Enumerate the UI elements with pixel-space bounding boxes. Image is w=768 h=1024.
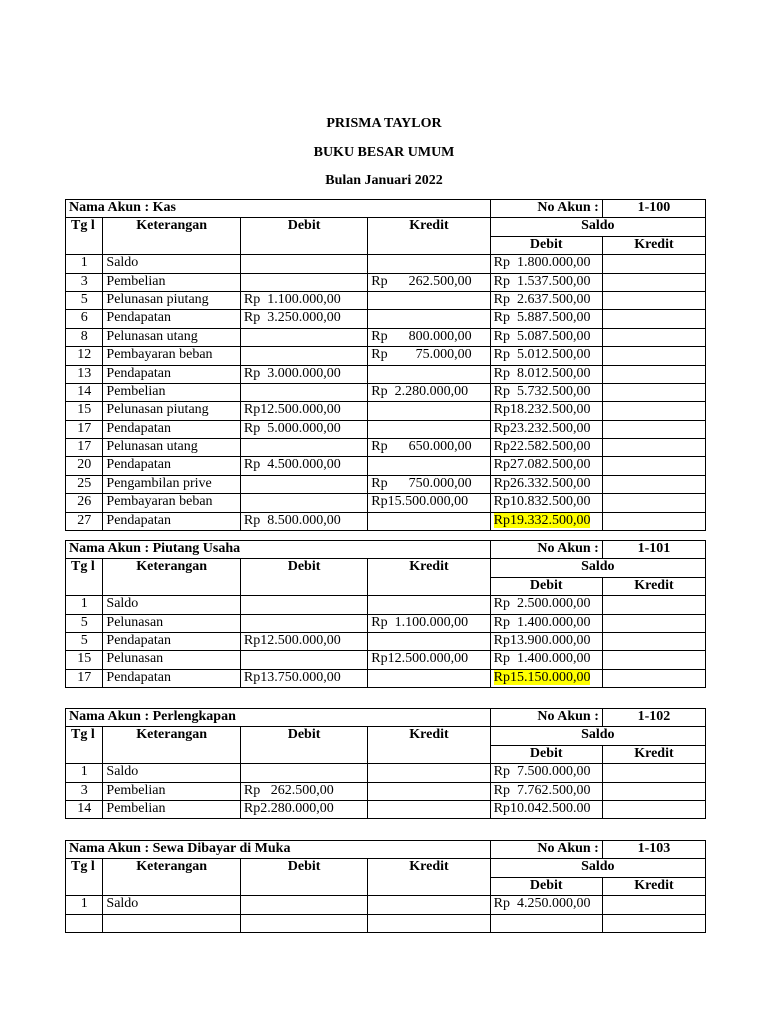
cell-saldo-kredit [602, 764, 705, 782]
cell-keterangan: Pendapatan [103, 512, 240, 530]
cell-saldo-kredit [602, 365, 705, 383]
cell-kredit: Rp 800.000,00 [368, 328, 490, 346]
cell-saldo-debit [490, 651, 602, 669]
col-saldo-header: Saldo [490, 727, 705, 745]
cell-tgl: 12 [66, 347, 103, 365]
col-saldo-debit-header: Debit [490, 745, 602, 763]
cell-saldo-kredit [602, 896, 705, 914]
cell-saldo-debit [490, 764, 602, 782]
ledger-row [66, 383, 706, 401]
cell-debit [240, 273, 367, 291]
ledger-row [66, 328, 706, 346]
ledger-row [66, 420, 706, 438]
cell-keterangan: Pendapatan [103, 457, 240, 475]
cell-saldo-kredit [602, 669, 705, 687]
col-saldo-debit-header: Debit [490, 877, 602, 895]
cell-keterangan: Pembelian [103, 782, 240, 800]
saldo-debit-value: Rp 1.400.000,00 [493, 614, 591, 630]
cell-keterangan: Pendapatan [103, 420, 240, 438]
cell-debit: Rp 1.100.000,00 [240, 291, 367, 309]
cell-kredit [368, 255, 490, 273]
cell-debit: Rp12.500.000,00 [240, 402, 367, 420]
cell-kredit: Rp 650.000,00 [368, 439, 490, 457]
cell-kredit [368, 457, 490, 475]
cell-tgl: 13 [66, 365, 103, 383]
cell-keterangan: Pendapatan [103, 365, 240, 383]
account-no-label: No Akun : [490, 841, 602, 859]
cell-saldo-debit [490, 310, 602, 328]
cell-tgl: 1 [66, 896, 103, 914]
col-saldo-kredit-header: Kredit [602, 877, 705, 895]
col-debit-header: Debit [240, 218, 367, 255]
account-name: Nama Akun : Piutang Usaha [66, 541, 491, 559]
cell-tgl: 20 [66, 457, 103, 475]
cell-saldo-kredit [602, 614, 705, 632]
saldo-debit-value: Rp 2.637.500,00 [493, 291, 591, 307]
col-saldo-debit-header: Debit [490, 577, 602, 595]
cell-debit [240, 255, 367, 273]
saldo-debit-value: Rp 7.762.500,00 [493, 782, 591, 798]
cell-keterangan: Pembayaran beban [103, 347, 240, 365]
cell-keterangan: Pelunasan utang [103, 439, 240, 457]
col-tgl-label: Tg l [71, 218, 95, 234]
cell-tgl: 14 [66, 800, 103, 818]
saldo-debit-value: Rp13.900.000,00 [493, 632, 591, 648]
cell-saldo-debit [490, 632, 602, 650]
cell-kredit [368, 914, 490, 932]
cell-debit [240, 896, 367, 914]
cell-saldo-debit [490, 402, 602, 420]
col-keterangan-header: Keterangan [103, 859, 241, 896]
saldo-debit-value: Rp 8.012.500,00 [493, 365, 591, 381]
ledger-row [66, 365, 706, 383]
column-header-row [66, 859, 706, 877]
cell-saldo-kredit [602, 632, 705, 650]
cell-saldo-debit [490, 596, 602, 614]
cell-kredit [368, 310, 490, 328]
cell-debit [240, 764, 367, 782]
col-tgl-header [66, 559, 103, 596]
cell-keterangan: Saldo [103, 764, 240, 782]
cell-debit [240, 494, 367, 512]
cell-kredit [368, 365, 490, 383]
cell-debit: Rp 3.000.000,00 [240, 365, 367, 383]
cell-kredit: Rp 1.100.000,00 [368, 614, 490, 632]
cell-tgl: 14 [66, 383, 103, 401]
cell-saldo-kredit [602, 291, 705, 309]
cell-saldo-debit [490, 914, 602, 932]
cell-saldo-debit [490, 328, 602, 346]
ledger-row [66, 800, 706, 818]
cell-saldo-debit [490, 475, 602, 493]
col-tgl-header [66, 218, 103, 255]
cell-kredit [368, 512, 490, 530]
cell-saldo-kredit [602, 494, 705, 512]
saldo-debit-value: Rp 7.500.000,00 [493, 764, 591, 780]
account-number: 1-101 [602, 541, 705, 559]
saldo-debit-value: Rp 1.537.500,00 [493, 273, 591, 289]
col-kredit-header: Kredit [368, 218, 490, 255]
col-saldo-header: Saldo [490, 859, 705, 877]
ledger-row [66, 494, 706, 512]
ledger-row [66, 896, 706, 914]
cell-debit [240, 439, 367, 457]
cell-kredit: Rp 262.500,00 [368, 273, 490, 291]
col-keterangan-header: Keterangan [103, 727, 240, 764]
saldo-debit-value: Rp22.582.500,00 [493, 439, 591, 455]
cell-keterangan: Pelunasan [103, 614, 240, 632]
col-kredit-header: Kredit [368, 859, 490, 896]
cell-saldo-kredit [602, 402, 705, 420]
cell-kredit [368, 632, 490, 650]
ledger-table [65, 199, 706, 531]
cell-saldo-debit [490, 365, 602, 383]
saldo-debit-value: Rp23.232.500,00 [493, 420, 591, 436]
cell-debit [240, 475, 367, 493]
account-header-row [66, 541, 706, 559]
saldo-debit-value: Rp10.832.500,00 [493, 494, 591, 510]
col-saldo-debit-header: Debit [490, 236, 602, 254]
cell-saldo-kredit [602, 512, 705, 530]
saldo-debit-value: Rp 2.500.000,00 [493, 596, 591, 612]
period-label: Bulan Januari 2022 [325, 173, 443, 188]
saldo-debit-value: Rp26.332.500,00 [493, 475, 591, 491]
cell-saldo-debit [490, 383, 602, 401]
cell-debit: Rp 8.500.000,00 [240, 512, 367, 530]
cell-saldo-kredit [602, 420, 705, 438]
col-kredit-header: Kredit [368, 727, 490, 764]
cell-tgl: 27 [66, 512, 103, 530]
cell-saldo-debit [490, 614, 602, 632]
cell-tgl: 25 [66, 475, 103, 493]
ledger-table [65, 840, 706, 933]
ledger-row [66, 632, 706, 650]
cell-kredit: Rp12.500.000,00 [368, 651, 490, 669]
cell-saldo-debit [490, 782, 602, 800]
cell-saldo-debit [490, 420, 602, 438]
saldo-debit-value: Rp27.082.500,00 [493, 457, 591, 473]
cell-keterangan: Pendapatan [103, 669, 240, 687]
final-balance-highlight: Rp15.150.000,00 [493, 669, 591, 685]
col-saldo-kredit-header: Kredit [602, 745, 705, 763]
cell-keterangan: Pendapatan [103, 632, 240, 650]
cell-tgl: 17 [66, 669, 103, 687]
cell-saldo-debit [490, 494, 602, 512]
ledger-row [66, 914, 706, 932]
ledger-row [66, 764, 706, 782]
col-debit-header: Debit [240, 559, 367, 596]
ledger-row [66, 651, 706, 669]
cell-keterangan: Saldo [103, 896, 241, 914]
cell-tgl: 1 [66, 764, 103, 782]
cell-keterangan: Pembelian [103, 800, 240, 818]
cell-saldo-kredit [602, 475, 705, 493]
cell-debit [240, 614, 367, 632]
ledger-row [66, 475, 706, 493]
account-number: 1-102 [602, 709, 705, 727]
ledger-table [65, 540, 706, 688]
account-name: Nama Akun : Perlengkapan [66, 709, 491, 727]
cell-saldo-kredit [602, 457, 705, 475]
cell-debit [240, 914, 367, 932]
cell-kredit [368, 782, 490, 800]
col-keterangan-header: Keterangan [103, 559, 240, 596]
col-tgl-label: Tg l [71, 559, 95, 575]
cell-tgl [66, 914, 103, 932]
col-kredit-header: Kredit [368, 559, 490, 596]
saldo-debit-value: Rp 4.250.000,00 [493, 896, 591, 912]
cell-saldo-kredit [602, 273, 705, 291]
final-balance-highlight: Rp19.332.500,00 [493, 512, 591, 528]
company-name: PRISMA TAYLOR [326, 116, 442, 131]
account-no-label: No Akun : [490, 541, 602, 559]
cell-debit: Rp12.500.000,00 [240, 632, 367, 650]
cell-kredit: Rp 75.000,00 [368, 347, 490, 365]
cell-saldo-debit [490, 273, 602, 291]
cell-debit [240, 328, 367, 346]
cell-keterangan: Pelunasan piutang [103, 291, 240, 309]
cell-saldo-kredit [602, 328, 705, 346]
ledger-row [66, 782, 706, 800]
cell-keterangan: Pendapatan [103, 310, 240, 328]
column-header-row [66, 559, 706, 577]
cell-tgl: 5 [66, 632, 103, 650]
col-debit-header: Debit [240, 727, 367, 764]
saldo-debit-value: Rp18.232.500,00 [493, 402, 591, 418]
cell-kredit: Rp 2.280.000,00 [368, 383, 490, 401]
cell-tgl: 5 [66, 291, 103, 309]
cell-saldo-debit [490, 512, 602, 530]
cell-tgl: 15 [66, 651, 103, 669]
account-number: 1-100 [602, 200, 705, 218]
ledger-row [66, 273, 706, 291]
ledger-row [66, 614, 706, 632]
ledger-row [66, 669, 706, 687]
cell-saldo-debit [490, 255, 602, 273]
cell-tgl: 3 [66, 273, 103, 291]
cell-keterangan: Saldo [103, 596, 240, 614]
cell-keterangan: Pembelian [103, 383, 240, 401]
ledger-row [66, 457, 706, 475]
cell-saldo-kredit [602, 347, 705, 365]
cell-keterangan: Pembayaran beban [103, 494, 240, 512]
cell-kredit [368, 764, 490, 782]
saldo-debit-value: Rp 5.012.500,00 [493, 347, 591, 363]
saldo-debit-value: Rp 1.800.000,00 [493, 255, 591, 271]
cell-saldo-debit [490, 669, 602, 687]
cell-keterangan: Saldo [103, 255, 240, 273]
cell-saldo-kredit [602, 383, 705, 401]
cell-keterangan: Pelunasan piutang [103, 402, 240, 420]
cell-saldo-kredit [602, 596, 705, 614]
ledger-row [66, 347, 706, 365]
cell-debit [240, 651, 367, 669]
cell-kredit [368, 596, 490, 614]
cell-saldo-kredit [602, 255, 705, 273]
cell-tgl: 17 [66, 420, 103, 438]
cell-saldo-debit [490, 347, 602, 365]
col-tgl-header [66, 859, 103, 896]
ledger-table [65, 708, 706, 819]
account-header-row [66, 200, 706, 218]
cell-kredit [368, 291, 490, 309]
cell-saldo-debit [490, 896, 602, 914]
account-name: Nama Akun : Sewa Dibayar di Muka [66, 841, 491, 859]
cell-tgl: 1 [66, 255, 103, 273]
col-saldo-header: Saldo [490, 559, 705, 577]
ledger-row [66, 255, 706, 273]
ledger-row [66, 310, 706, 328]
cell-saldo-kredit [602, 800, 705, 818]
cell-tgl: 17 [66, 439, 103, 457]
cell-saldo-debit [490, 439, 602, 457]
cell-debit [240, 347, 367, 365]
column-header-row [66, 218, 706, 236]
ledger-row [66, 439, 706, 457]
cell-tgl: 5 [66, 614, 103, 632]
ledger-row [66, 291, 706, 309]
cell-kredit: Rp15.500.000,00 [368, 494, 490, 512]
cell-tgl: 26 [66, 494, 103, 512]
cell-keterangan: Pembelian [103, 273, 240, 291]
ledger-row [66, 512, 706, 530]
account-number: 1-103 [602, 841, 705, 859]
saldo-debit-value: Rp 5.087.500,00 [493, 328, 591, 344]
cell-kredit [368, 669, 490, 687]
cell-kredit [368, 420, 490, 438]
ledger-row [66, 596, 706, 614]
document-title: BUKU BESAR UMUM [313, 145, 455, 160]
cell-debit: Rp 262.500,00 [240, 782, 367, 800]
cell-debit: Rp 4.500.000,00 [240, 457, 367, 475]
ledger-row [66, 402, 706, 420]
col-debit-header: Debit [240, 859, 367, 896]
cell-keterangan [103, 914, 241, 932]
cell-kredit [368, 896, 490, 914]
cell-kredit [368, 402, 490, 420]
cell-kredit: Rp 750.000,00 [368, 475, 490, 493]
account-header-row [66, 841, 706, 859]
col-saldo-kredit-header: Kredit [602, 236, 705, 254]
col-saldo-header: Saldo [490, 218, 705, 236]
cell-saldo-debit [490, 800, 602, 818]
cell-kredit [368, 800, 490, 818]
col-keterangan-header: Keterangan [103, 218, 240, 255]
cell-tgl: 1 [66, 596, 103, 614]
cell-saldo-debit [490, 457, 602, 475]
cell-saldo-kredit [602, 439, 705, 457]
cell-debit: Rp 3.250.000,00 [240, 310, 367, 328]
col-tgl-header [66, 727, 103, 764]
cell-tgl: 8 [66, 328, 103, 346]
column-header-row [66, 727, 706, 745]
cell-saldo-kredit [602, 651, 705, 669]
cell-keterangan: Pelunasan utang [103, 328, 240, 346]
cell-saldo-debit [490, 291, 602, 309]
saldo-debit-value: Rp 1.400.000,00 [493, 651, 591, 667]
col-tgl-label: Tg l [71, 859, 95, 875]
cell-debit [240, 596, 367, 614]
account-header-row [66, 709, 706, 727]
account-no-label: No Akun : [490, 200, 602, 218]
saldo-debit-value: Rp 5.887.500,00 [493, 310, 591, 326]
col-saldo-kredit-header: Kredit [602, 577, 705, 595]
cell-debit: Rp 5.000.000,00 [240, 420, 367, 438]
col-tgl-label: Tg l [71, 727, 95, 743]
account-name: Nama Akun : Kas [66, 200, 491, 218]
cell-saldo-kredit [602, 782, 705, 800]
saldo-debit-value: Rp10.042.500.00 [493, 800, 591, 816]
cell-tgl: 3 [66, 782, 103, 800]
cell-keterangan: Pengambilan prive [103, 475, 240, 493]
cell-tgl: 15 [66, 402, 103, 420]
cell-saldo-kredit [602, 310, 705, 328]
account-no-label: No Akun : [490, 709, 602, 727]
cell-debit: Rp13.750.000,00 [240, 669, 367, 687]
cell-keterangan: Pelunasan [103, 651, 240, 669]
saldo-debit-value: Rp 5.732.500,00 [493, 383, 591, 399]
cell-debit: Rp2.280.000,00 [240, 800, 367, 818]
cell-debit [240, 383, 367, 401]
cell-saldo-kredit [602, 914, 705, 932]
cell-tgl: 6 [66, 310, 103, 328]
